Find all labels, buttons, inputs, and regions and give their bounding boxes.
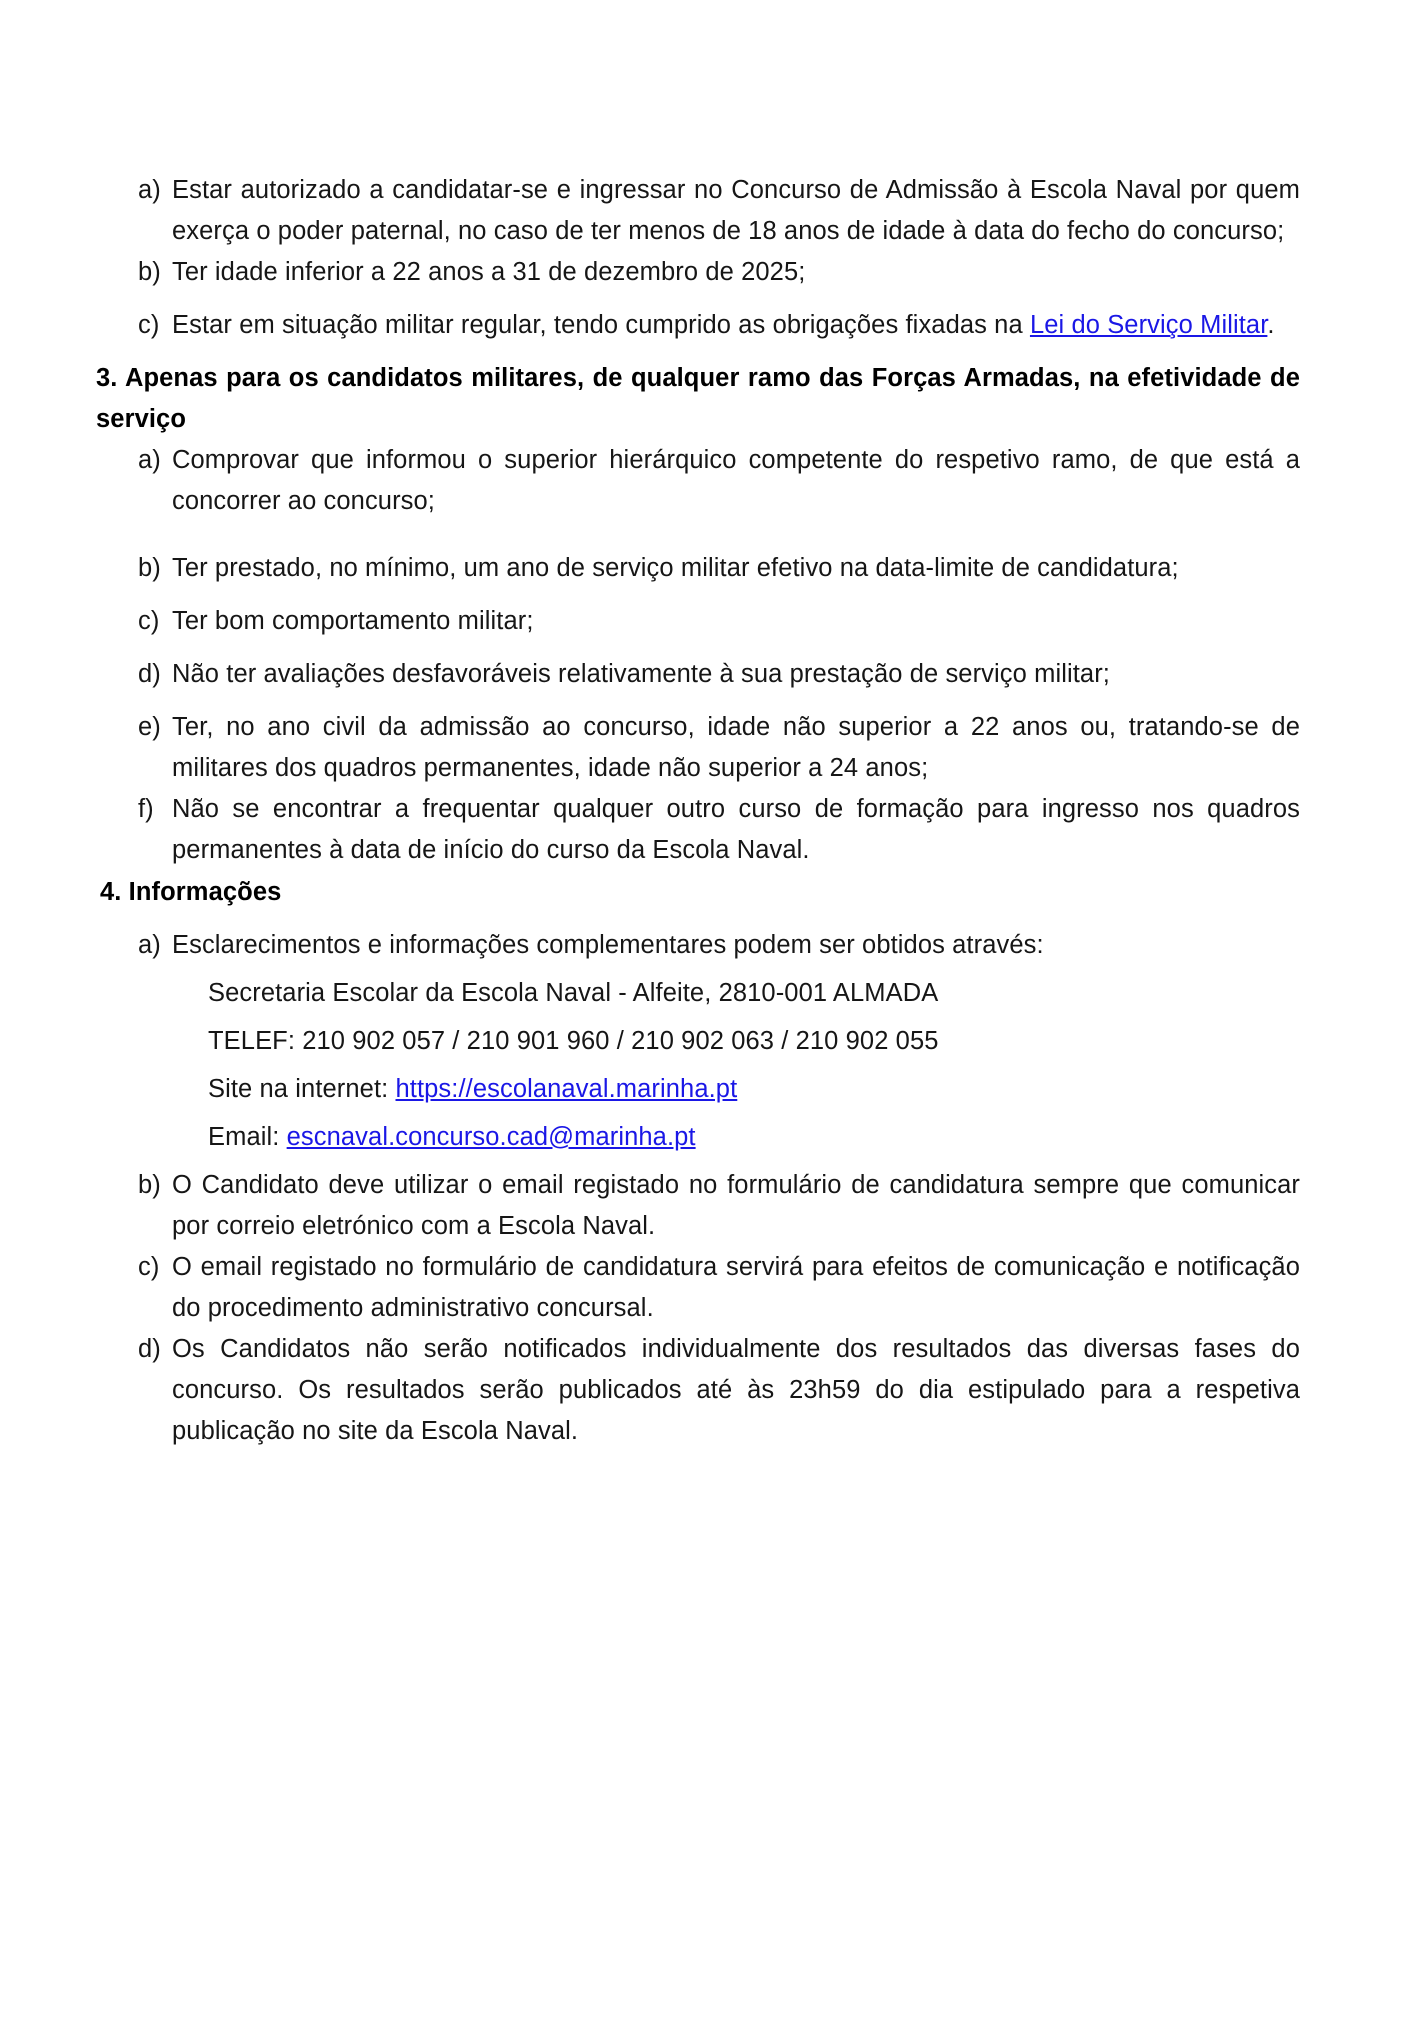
- list-marker-3a: a): [138, 446, 161, 474]
- link-escnaval-email[interactable]: escnaval.concurso.cad@marinha.pt: [286, 1123, 696, 1151]
- section-title-4: Informações: [128, 878, 282, 906]
- list-text-2b: Ter idade inferior a 22 anos a 31 de dezembro de 2025;: [172, 258, 806, 286]
- contact-email-label: Email:: [208, 1123, 287, 1151]
- list-marker-4c: c): [138, 1253, 160, 1281]
- list-text-2a: Estar autorizado a candidatar-se e ingressar no Concurso de Admissão à Escola Naval por quem exerça o poder paternal, no caso de ter menos de 18 anos de idade à data do fecho do concurso;: [172, 176, 1300, 245]
- section-heading-3: [96, 358, 1300, 440]
- link-escolanaval-site[interactable]: https://escolanaval.marinha.pt: [395, 1075, 738, 1103]
- list-text-2c-after: .: [1267, 311, 1275, 339]
- section-title-3: Apenas para os candidatos militares, de qualquer ramo das Forças Armadas, na efetividade de serviço: [96, 364, 1300, 433]
- list-item-3b: [138, 548, 1300, 589]
- list-text-3b: Ter prestado, no mínimo, um ano de serviço militar efetivo na data-limite de candidatura;: [172, 554, 1179, 582]
- list-item-3d: [138, 654, 1300, 695]
- list-item-3c: [138, 601, 1300, 642]
- list-item-3a: [138, 440, 1300, 522]
- list-item-4d: [138, 1329, 1300, 1452]
- list-marker-4a: a): [138, 931, 161, 959]
- list-text-3e: Ter, no ano civil da admissão ao concurso, idade não superior a 22 anos ou, tratando-se de militares dos quadros permanentes, idade não superior a 24 anos;: [172, 713, 1300, 782]
- list-item-2c: [138, 305, 1300, 346]
- list-marker-3b: b): [138, 554, 161, 582]
- list-item-3e: [138, 707, 1300, 789]
- list-marker-2c: c): [138, 311, 160, 339]
- list-item-4c: [138, 1247, 1300, 1329]
- section-number-4: 4.: [100, 878, 129, 906]
- list-item-3f: [138, 789, 1300, 871]
- list-text-3a: Comprovar que informou o superior hierárquico competente do respetivo ramo, de que está a concorrer ao concurso;: [172, 446, 1300, 515]
- list-item-4a: [138, 925, 1300, 966]
- list-text-3f: Não se encontrar a frequentar qualquer outro curso de formação para ingresso nos quadros permanentes à data de início do curso da Escola Naval.: [172, 795, 1300, 864]
- list-marker-3f: f): [138, 795, 154, 823]
- list-marker-4d: d): [138, 1335, 161, 1363]
- link-lei-do-servico-militar[interactable]: Lei do Serviço Militar: [1029, 311, 1268, 339]
- list-text-4a: Esclarecimentos e informações complementares podem ser obtidos através:: [172, 931, 1044, 959]
- list-item-4b: [138, 1165, 1300, 1247]
- list-marker-3e: e): [138, 713, 161, 741]
- contact-site-label: Site na internet:: [208, 1075, 396, 1103]
- list-marker-4b: b): [138, 1171, 161, 1199]
- list-text-4c: O email registado no formulário de candidatura servirá para efeitos de comunicação e notificação do procedimento administrativo concursal.: [172, 1253, 1300, 1322]
- list-item-2a: [138, 170, 1300, 252]
- list-text-4d: Os Candidatos não serão notificados individualmente dos resultados das diversas fases do concurso. Os resultados serão publicados até às 23h59 do dia estipulado para a respetiva publicação no site da Escola Naval.: [172, 1335, 1300, 1445]
- list-marker-2b: b): [138, 258, 161, 286]
- contact-site: [208, 1069, 737, 1110]
- list-text-4b: O Candidato deve utilizar o email registado no formulário de candidatura sempre que comunicar por correio eletrónico com a Escola Naval.: [172, 1171, 1300, 1240]
- list-marker-3c: c): [138, 607, 160, 635]
- list-text-3d: Não ter avaliações desfavoráveis relativamente à sua prestação de serviço militar;: [172, 660, 1110, 688]
- section-number-3: 3.: [96, 364, 125, 392]
- list-item-2b: [138, 252, 1300, 293]
- contact-address: Secretaria Escolar da Escola Naval - Alfeite, 2810-001 ALMADA: [208, 979, 939, 1007]
- contact-phone: TELEF: 210 902 057 / 210 901 960 / 210 902 063 / 210 902 055: [208, 1027, 939, 1055]
- list-marker-3d: d): [138, 660, 161, 688]
- contact-email: [208, 1117, 696, 1158]
- section-heading-4: [100, 872, 1304, 913]
- list-marker-2a: a): [138, 176, 161, 204]
- list-text-3c: Ter bom comportamento militar;: [172, 607, 534, 635]
- list-text-2c: [172, 305, 1300, 346]
- list-text-2c-before: Estar em situação militar regular, tendo cumprido as obrigações fixadas na: [172, 311, 1030, 339]
